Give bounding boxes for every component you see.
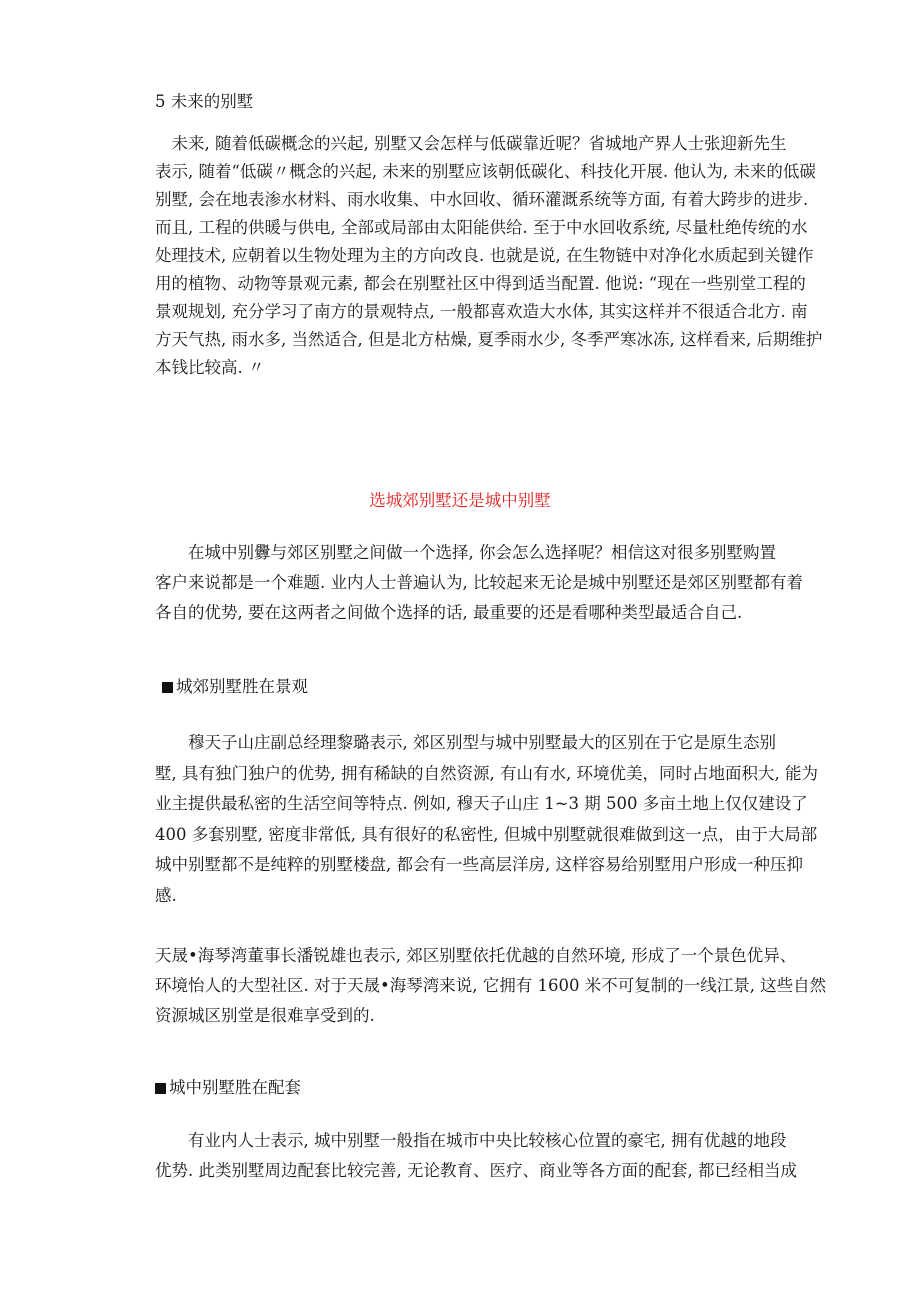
scenery-paragraph	[155, 728, 818, 911]
text-line: 而且, 工程的供暖与供电, 全部或局部由太阳能供给. 至于中水回收系统, 尽量杜绝传统的水	[155, 218, 808, 237]
subsection-heading-label: 城郊别墅胜在景观	[176, 677, 308, 696]
subsection-heading-label: 城中别墅胜在配套	[169, 1078, 301, 1097]
square-bullet-icon	[155, 1083, 166, 1094]
text-line: 城中别墅都不是纯粹的别墅楼盘, 都会有一些高层洋房, 这样容易给别墅用户形成一种压抑	[155, 855, 803, 874]
section-heading: 5 未来的别墅	[155, 92, 254, 111]
text-line: 墅, 具有独门独户的优势, 拥有稀缺的自然资源, 有山有水, 环境优美，同时占地面积大, 能为	[155, 763, 818, 783]
text-line: 在城中别釁与郊区别墅之间做一个选择, 你会怎么选择呢？相信这对很多别墅购置	[155, 543, 776, 562]
subsection-heading	[155, 1074, 301, 1098]
text-line: 本钱比较高. 〃	[155, 358, 265, 377]
facilities-paragraph	[155, 1126, 795, 1186]
article-title: 选城郊别墅还是城中别墅	[369, 491, 551, 510]
text-line: 400 多套别墅, 密度非常低, 具有很好的私密性, 但城中别墅就很难做到这一点，由于大局部	[155, 824, 818, 844]
text-line: 各自的优势, 要在这两者之间做个选择的话, 最重要的还是看哪种类型最适合自己.	[155, 603, 743, 622]
text-line: 穆天子山庄副总经理黎璐表示, 郊区别型与城中别墅最大的区别在于它是原生态别	[155, 733, 776, 752]
square-bullet-icon	[162, 682, 173, 693]
text-line: 未来, 随着低碳概念的兴起, 别墅又会怎样与低碳靠近呢？省城地产界人士张迎新先生	[155, 134, 787, 153]
text-line: 方天气热, 雨水多, 当然适合, 但是北方枯燥, 夏季雨水少, 冬季严寒冰冻, 这样看来, 后期维护	[155, 330, 823, 349]
text-line: 感.	[155, 885, 177, 905]
subsection-heading	[162, 673, 308, 697]
scenery-paragraph-2	[155, 941, 827, 1031]
text-line: 有业内人士表示, 城中别墅一般指在城市中央比较核心位置的豪宅, 拥有优越的地段	[155, 1131, 787, 1150]
text-line: 优势. 此类别墅周边配套比较完善, 无论教育、医疗、商业等各方面的配套, 都已经相当成	[155, 1161, 797, 1180]
text-line: 客户来说都是一个难题. 业内人士普遍认为, 比较起来无论是城中别墅还是郊区别墅都有着	[155, 573, 803, 592]
section-paragraph	[155, 130, 823, 382]
intro-paragraph	[155, 538, 803, 628]
text-line: 用的植物、动物等景观元素, 都会在别墅社区中得到适当配置. 他说: “现在一些别堂工程的	[155, 274, 806, 293]
text-line: 资源城区别堂是很难享受到的.	[155, 1006, 375, 1025]
text-line: 天晟•海琴湾董事长潘锐雄也表示, 郊区别墅依托优越的自然环境, 形成了一个景色优异、	[155, 946, 797, 965]
text-line: 表示, 随着“低碳〃概念的兴起, 未来的别墅应该朝低碳化、科技化开展. 他认为, 未来的低碳	[155, 162, 816, 181]
text-line: 处理技术, 应朝着以生物处理为主的方向改良. 也就是说, 在生物链中对净化水质起到关键作	[155, 246, 814, 265]
text-line: 景观规划, 充分学习了南方的景观特点, 一般都喜欢造大水体, 其实这样并不很适合北方. 南	[155, 302, 808, 321]
text-line: 业主提供最私密的生活空间等特点. 例如, 穆天子山庄 1~3 期 500 多亩土地上仅仅建设了	[155, 794, 808, 813]
text-line: 环境怡人的大型社区. 对于天晟•海琴湾来说, 它拥有 1600 米不可复制的一线江景, 这些自然	[155, 976, 827, 995]
text-line: 别墅, 会在地表渗水材料、雨水收集、中水回收、循环灌溉系统等方面, 有着大跨步的进步.	[155, 190, 809, 209]
